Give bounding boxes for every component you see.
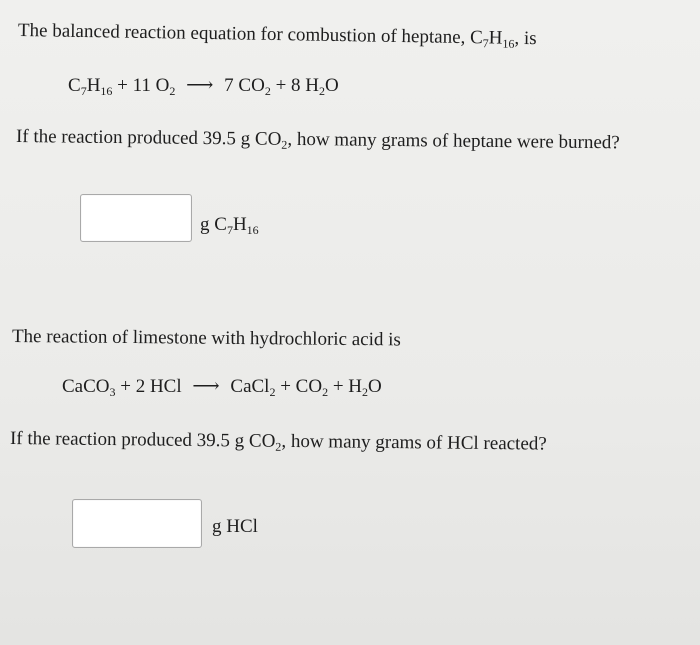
q2-unit-label: g HCl: [212, 516, 258, 537]
q1-answer-input[interactable]: [80, 194, 192, 242]
reaction-arrow-icon: ⟶: [186, 75, 214, 96]
q2-question: If the reaction produced 39.5 g $CO_2$, how many grams of HCl reacted?: [9, 428, 547, 455]
q1-equation: $C_7H_{16} + 11$ $O_2$ ⟶ 7 $CO_2 + 8$ $H_2O$: [68, 75, 339, 98]
q2-intro: The reaction of limestone with hydrochloric acid is: [11, 326, 401, 351]
q1-unit-label: g $C_7H_{16}$: [200, 214, 259, 237]
reaction-arrow-icon: ⟶: [192, 376, 220, 397]
q2-equation: CaCO$_3$ + 2 HCl ⟶ CaCl$_2$ + $CO_2 + H_2O$: [62, 376, 382, 399]
q2-answer-input[interactable]: [72, 499, 202, 548]
q1-intro: The balanced reaction equation for combustion of heptane, $C_7H_{16}$, is: [17, 20, 537, 51]
q1-question: If the reaction produced 39.5 g $CO_2$, how many grams of heptane were burned?: [15, 126, 620, 154]
